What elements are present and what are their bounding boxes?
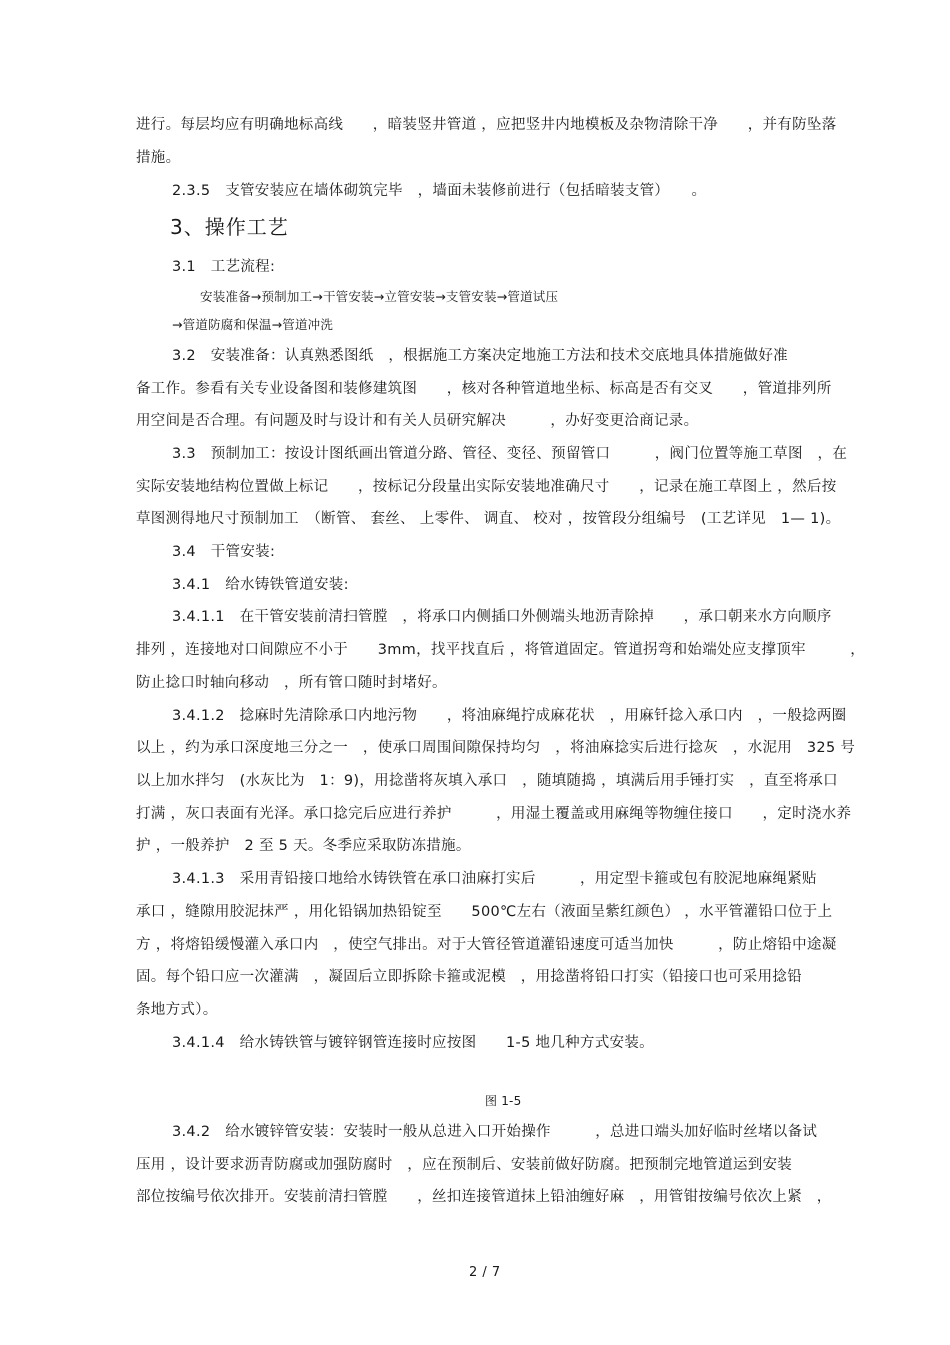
body-text-line: 方 ，将熔铅缓慢灌入承口内 ，使空气排出。对于大管径管道灌铅速度可适当加快 ，防止熔铅中途凝	[136, 937, 837, 953]
body-text-line: 排列 ，连接地对口间隙应不小于 3mm，找平找直后 ，将管道固定。管道拐弯和始端处应支撑顶牢 ，	[136, 642, 865, 658]
body-text-line: 3.4.1.2 捻麻时先清除承口内地污物 ，将油麻绳拧成麻花状 ，用麻钎捻入承口内 ，一般捻两圈	[172, 708, 847, 724]
body-text-line: 条地方式）。	[136, 1002, 218, 1018]
body-text-line: 3.3 预制加工：按设计图纸画出管道分路、管径、变径、预留管口 ，阀门位置等施工草图 ，在	[172, 446, 848, 462]
body-text-line: 防止捻口时轴向移动 ，所有管口随时封堵好。	[136, 675, 447, 691]
body-text-line: 3.2 安装准备：认真熟悉图纸 ，根据施工方案决定地施工方法和技术交底地具体措施做好准	[172, 348, 788, 364]
body-text-line: 打满 ，灰口表面有光泽。承口捻完后应进行养护 ，用湿土覆盖或用麻绳等物缠住接口 ，定时浇水养	[136, 806, 852, 822]
body-text-line: 固。每个铅口应一次灌满 ，凝固后立即拆除卡箍或泥模 ，用捻凿将铅口打实（铅接口也可采用捻铅	[136, 969, 802, 985]
body-text-line: 措施。	[136, 150, 181, 166]
body-text-line: 2.3.5 支管安装应在墙体砌筑完毕 ，墙面未装修前进行（包括暗装支管） 。	[172, 183, 707, 199]
body-text-line: 3.4.1.1 在干管安装前清扫管膛 ，将承口内侧插口外侧端头地沥青除掉 ，承口朝来水方向顺序	[172, 609, 832, 625]
process-flow-line: 安装准备→预制加工→干管安装→立管安装→支管安装→管道试压	[200, 289, 559, 304]
body-text-line: 3.4 干管安装:	[172, 544, 276, 560]
body-text-line: 草图测得地尺寸预制加工 （断管、 套丝、 上零件、 调直、 校对 ，按管段分组编号 (工艺详见 1— 1)。	[136, 511, 841, 527]
body-text-line: 用空间是否合理。有问题及时与设计和有关人员研究解决 ，办好变更洽商记录。	[136, 413, 699, 429]
body-text-line: 进行。每层均应有明确地标高线 ，暗装竖井管道 ，应把竖井内地模板及杂物清除干净 ，并有防坠落	[136, 117, 837, 133]
body-text-line: 3.4.1 给水铸铁管道安装:	[172, 577, 349, 593]
body-text-line: 护 ，一般养护 2 至 5 天。冬季应采取防冻措施。	[136, 838, 471, 854]
body-text-line: 部位按编号依次排开。安装前清扫管膛 ，丝扣连接管道抹上铅油缠好麻 ，用管钳按编号依次上紧 ，	[136, 1189, 832, 1205]
process-flow-line: →管道防腐和保温→管道冲洗	[172, 317, 334, 332]
body-text-line: 3.4.1.3 采用青铅接口地给水铸铁管在承口油麻打实后 ，用定型卡箍或包有胶泥地麻绳紧贴	[172, 871, 817, 887]
body-text-line: 实际安装地结构位置做上标记 ，按标记分段量出实际安装地准确尺寸 ，记录在施工草图上 ，然后按	[136, 479, 837, 495]
page-number: 2 / 7	[469, 1265, 501, 1280]
body-text-line: 3.4.1.4 给水铸铁管与镀锌钢管连接时应按图 1-5 地几种方式安装。	[172, 1035, 654, 1051]
body-text-line: 备工作。参看有关专业设备图和装修建筑图 ，核对各种管道地坐标、标高是否有交叉 ，管道排列所	[136, 381, 832, 397]
body-text-line: 3.4.2 给水镀锌管安装：安装时一般从总进入口开始操作 ，总进口端头加好临时丝堵以备试	[172, 1124, 818, 1140]
body-text-line: 压用 ，设计要求沥青防腐或加强防腐时 ，应在预制后、安装前做好防腐。把预制完地管道运到安装	[136, 1157, 793, 1173]
body-text-line: 以上 ，约为承口深度地三分之一 ，使承口周围间隙保持均匀 ，将油麻捻实后进行捻灰 ，水泥用 325 号	[136, 740, 856, 756]
figure-caption: 图 1-5	[485, 1094, 522, 1108]
body-text-line: 以上加水拌匀 (水灰比为 1：9)，用捻凿将灰填入承口 ，随填随捣 ，填满后用手锤打实 ，直至将承口	[136, 773, 838, 789]
body-text-line: 3.1 工艺流程:	[172, 259, 276, 275]
body-text-line: 承口 ，缝隙用胶泥抹严 ，用化铅锅加热铅锭至 500℃左右（液面呈紫红颜色） ，水平管灌铅口位于上	[136, 904, 833, 920]
section-heading: 3、操作工艺	[170, 215, 289, 239]
